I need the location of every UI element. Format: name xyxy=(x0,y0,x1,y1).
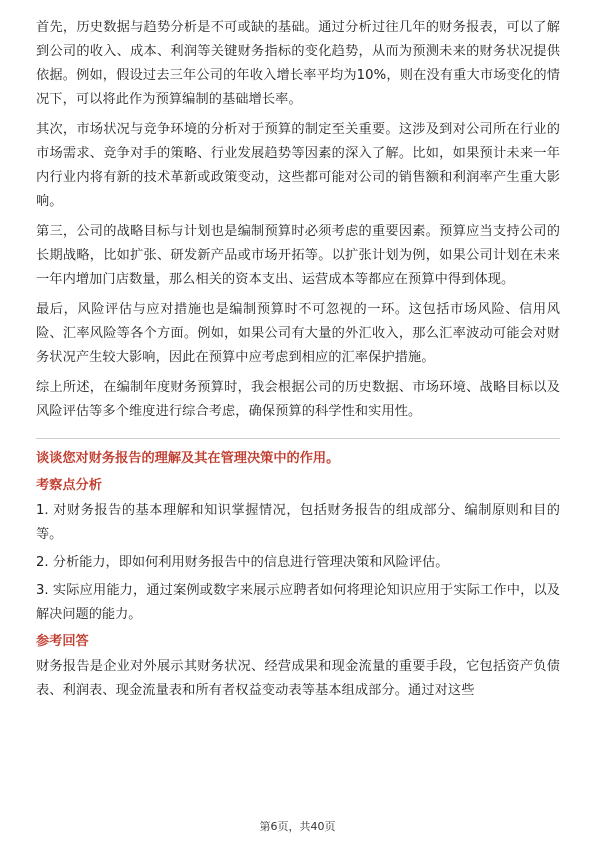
paragraph-strategy: 第三，公司的战略目标与计划也是编制预算时必须考虑的重要因素。预算应当支持公司的长期战略，比如扩张、研发新产品或市场开拓等。以扩张计划为例，如果公司计划在未来一年内增加门店数量，那么相关的资本支出、运营成本等都应在预算中得到体现。 xyxy=(36,224,560,287)
page-content xyxy=(36,16,560,709)
analysis-item: 2. 分析能力，即如何利用财务报告中的信息进行管理决策和风险评估。 xyxy=(36,555,449,570)
paragraph-risk: 最后，风险评估与应对措施也是编制预算时不可忽视的一环。这包括市场风险、信用风险、汇率风险等各个方面。例如，如果公司有大量的外汇收入，那么汇率波动可能会对财务状况产生较大影响，因此在预算中应考虑到相应的汇率保护措施。 xyxy=(36,302,560,365)
page-number: 第6页，共40页 xyxy=(259,820,336,833)
answer-text: 财务报告是企业对外展示其财务状况、经营成果和现金流量的重要手段，它包括资产负债表、利润表、现金流量表和所有者权益变动表等基本组成部分。通过对这些 xyxy=(36,659,560,698)
analysis-item: 3. 实际应用能力，通过案例或数字来展示应聘者如何将理论知识应用于实际工作中，以及解决问题的能力。 xyxy=(36,583,560,622)
paragraph-market: 其次，市场状况与竞争环境的分析对于预算的制定至关重要。这涉及到对公司所在行业的市场需求、竞争对手的策略、行业发展趋势等因素的深入了解。比如，如果预计未来一年内行业内将有新的技术革新或政策变动，这些都可能对公司的销售额和利润率产生重大影响。 xyxy=(36,122,560,209)
answer-heading: 参考回答 xyxy=(36,634,89,649)
paragraph-history: 首先，历史数据与趋势分析是不可或缺的基础。通过分析过往几年的财务报表，可以了解到公司的收入、成本、利润等关键财务指标的变化趋势，从而为预测未来的财务状况提供依据。例如，假设过去三年公司的年收入增长率平均为10%，则在没有重大市场变化的情况下，可以将此作为预算编制的基础增长率。 xyxy=(36,20,560,107)
paragraph-summary: 综上所述，在编制年度财务预算时，我会根据公司的历史数据、市场环境、战略目标以及风险评估等多个维度进行综合考虑，确保预算的科学性和实用性。 xyxy=(36,380,560,419)
analysis-item: 1. 对财务报告的基本理解和知识掌握情况，包括财务报告的组成部分、编制原则和目的等。 xyxy=(36,503,560,542)
question-title: 谈谈您对财务报告的理解及其在管理决策中的作用。 xyxy=(36,451,340,466)
analysis-heading: 考察点分析 xyxy=(36,478,102,493)
section-divider xyxy=(36,438,560,439)
